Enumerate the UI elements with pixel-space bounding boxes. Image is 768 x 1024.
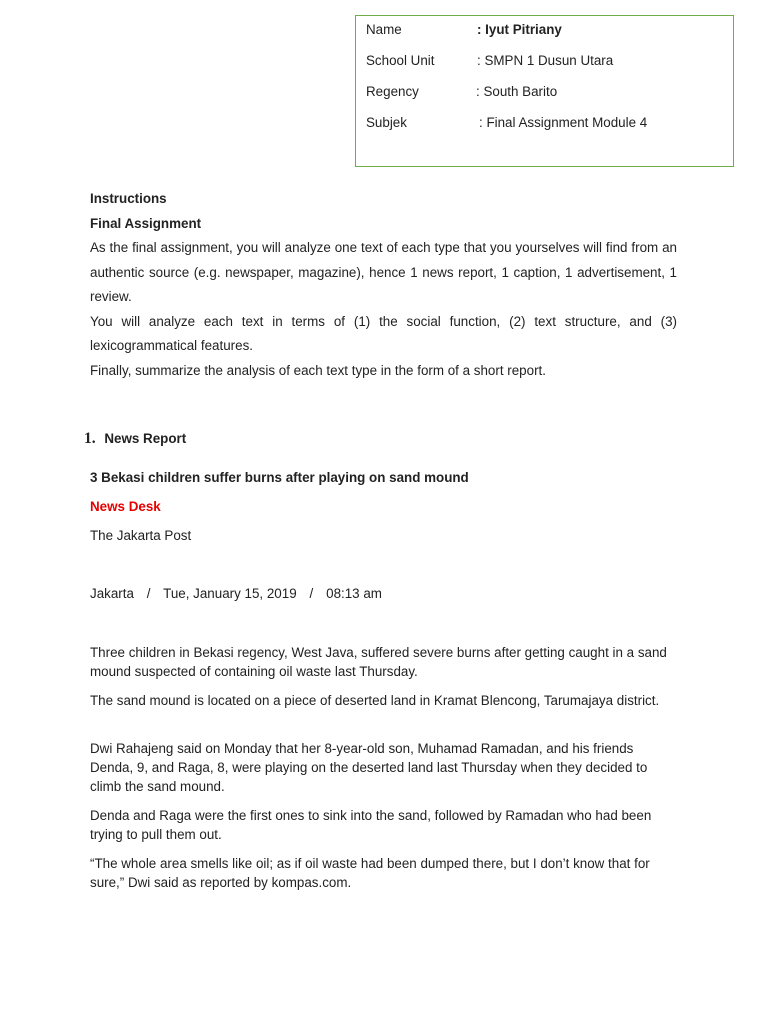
article-paragraph: Three children in Bekasi regency, West Java, suffered severe burns after getting caught in a sand mound suspected of containing oil waste last Thursday. (90, 645, 667, 679)
student-info-box (355, 15, 734, 167)
dateline-city: Jakarta (90, 586, 134, 601)
article-paragraph: “The whole area smells like oil; as if oil waste had been dumped there, but I don’t know that for sure,” Dwi said as reported by kompas.com. (90, 856, 650, 890)
final-assignment-heading: Final Assignment (90, 216, 202, 231)
instructions-body (90, 236, 677, 384)
instruction-paragraph: As the final assignment, you will analyze one text of each type that you yourselves will find from an authentic source (e.g. newspaper, magazine), hence 1 news report, 1 caption, 1 advertisement, 1 review. (90, 240, 677, 305)
news-desk-label: News Desk (90, 499, 161, 514)
instruction-paragraph: Finally, summarize the analysis of each text type in the form of a short report. (90, 362, 546, 378)
dateline-time: 08:13 am (326, 586, 382, 601)
section-number: 1. (84, 430, 96, 447)
publication-name: The Jakarta Post (90, 528, 192, 543)
article-paragraph: Dwi Rahajeng said on Monday that her 8-year-old son, Muhamad Ramadan, and his friends Denda, 9, and Raga, 8, were playing on the deserted land last Thursday when they decided to climb the sand mound. (90, 741, 648, 794)
info-value: : Final Assignment Module 4 (479, 115, 648, 130)
info-value: : South Barito (476, 84, 558, 99)
article-dateline (90, 584, 677, 604)
info-value: : Iyut Pitriany (477, 22, 562, 37)
info-value: : SMPN 1 Dusun Utara (477, 53, 614, 68)
instruction-paragraph: You will analyze each text in terms of (1) the social function, (2) text structure, and (3) lexicogrammatical features. (90, 313, 677, 354)
section-heading (84, 429, 671, 449)
info-label: Regency (366, 84, 419, 99)
info-label: Subjek (366, 115, 407, 130)
article-paragraph: Denda and Raga were the first ones to sink into the sand, followed by Ramadan who had been trying to pull them out. (90, 808, 652, 842)
instructions-heading: Instructions (90, 191, 167, 206)
article-headline: 3 Bekasi children suffer burns after playing on sand mound (90, 470, 469, 485)
dateline-separator: / (309, 586, 314, 601)
info-label: School Unit (366, 53, 435, 68)
section-title: News Report (104, 431, 187, 446)
article-paragraph: The sand mound is located on a piece of deserted land in Kramat Blencong, Tarumajaya district. (90, 693, 660, 708)
dateline-date: Tue, January 15, 2019 (163, 586, 297, 601)
info-label: Name (366, 22, 402, 37)
dateline-separator: / (146, 586, 151, 601)
